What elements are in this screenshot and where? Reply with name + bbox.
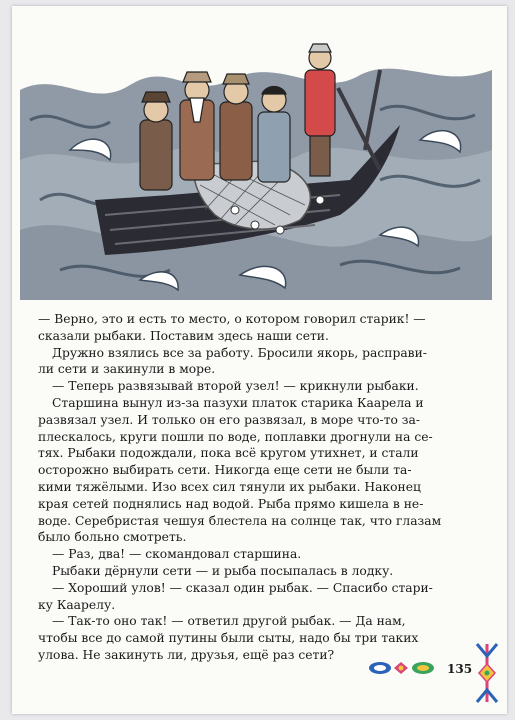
text-line: — Раз, два! — скомандовал старшина. (52, 547, 302, 562)
text-line: улова. Не закинуть ли, друзья, ещё раз сети? (38, 647, 335, 662)
text-line: кими тяжёлыми. Изо всех сил тянули их рыбаки. Наконец (38, 479, 421, 494)
text-line: Рыбаки дёрнули сети — и рыба посыпалась в лодку. (52, 563, 394, 578)
text-line: осторожно выбирать сети. Никогда еще сети не были та- (38, 463, 412, 478)
text-line: Старшина вынул из-за пазухи платок старика Каарела и (52, 395, 424, 410)
text-line: чтобы все до самой путины были сыты, надо бы три таких (38, 631, 419, 646)
text-line: — Хороший улов! — сказал один рыбак. — Спасибо стари- (52, 580, 433, 595)
page-number: 135 (447, 662, 473, 676)
text-line: — Верно, это и есть то место, о котором говорил старик! — (38, 312, 426, 326)
text-line: плескалось, круги пошли по воде, поплавки дрогнули на се- (38, 429, 433, 444)
text-line: — Теперь развязывай второй узел! — крикнули рыбаки. (52, 379, 419, 394)
text-line: ку Каарелу. (38, 597, 116, 612)
footer-ornament-icon (368, 658, 438, 678)
text-line: ли сети и закинули в море. (38, 362, 216, 377)
text-line: сказали рыбаки. Поставим здесь наши сети. (38, 328, 329, 343)
story-text (38, 311, 448, 664)
text-line: воде. Серебристая чешуя блестела на солнце так, что глазам (38, 513, 442, 528)
text-line: тях. Рыбаки подождали, пока всё кругом утихнет, и стали (38, 446, 419, 461)
vertical-ornament-icon (473, 642, 501, 704)
book-page (12, 6, 507, 714)
text-line: — Так-то оно так! — ответил другой рыбак. — Да нам, (52, 614, 406, 629)
text-line: было больно смотреть. (38, 530, 187, 545)
text-line: Дружно взялись все за работу. Бросили якорь, расправи- (52, 345, 427, 360)
text-line: края сетей поднялись над водой. Рыба прямо кишела в не- (38, 496, 424, 511)
fishermen-illustration (20, 30, 492, 300)
text-line: развязал узел. И только он его развязал, в море что-то за- (38, 412, 420, 427)
